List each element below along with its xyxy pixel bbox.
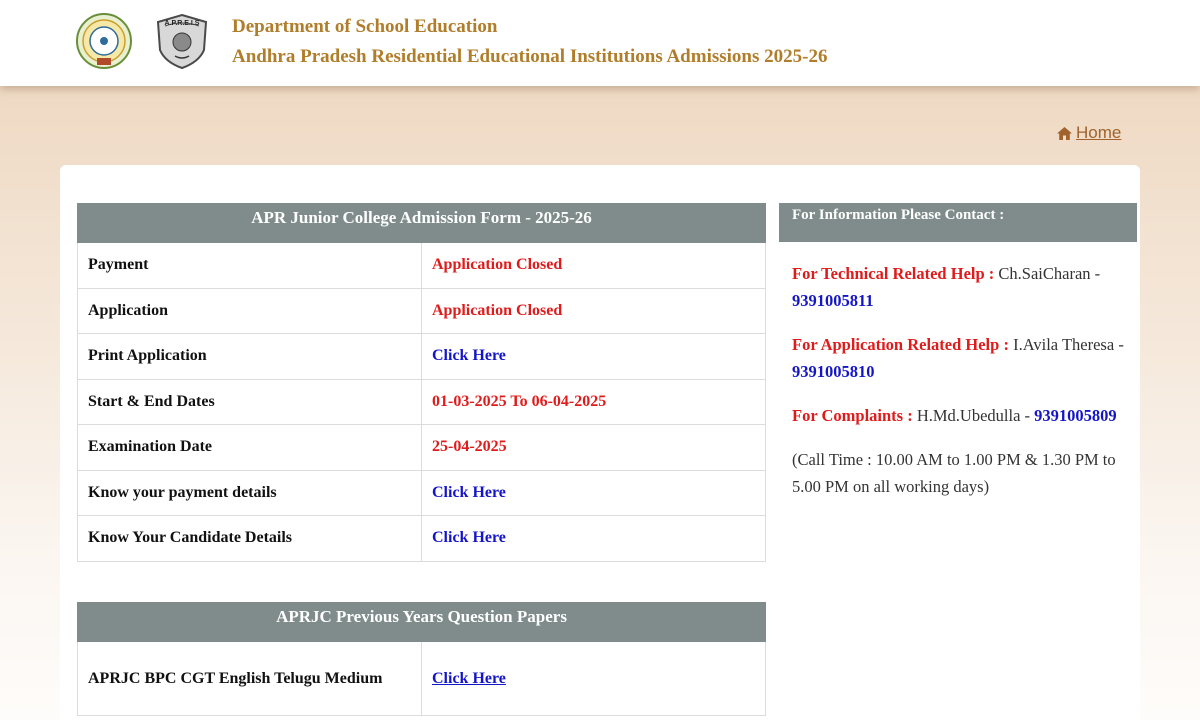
bpc-paper-label: APRJC BPC CGT English Telugu Medium	[78, 642, 422, 716]
exam-date-label: Examination Date	[78, 425, 422, 471]
candidate-details-label: Know Your Candidate Details	[78, 516, 422, 562]
bpc-paper-link[interactable]: Click Here	[422, 642, 766, 716]
contact-panel-title: For Information Please Contact :	[779, 203, 1137, 242]
technical-help-label: For Technical Related Help :	[792, 264, 995, 283]
table-row	[78, 243, 766, 289]
application-label: Application	[78, 288, 422, 334]
complaints-phone: 9391005809	[1034, 406, 1117, 425]
table-row	[78, 516, 766, 562]
technical-help-phone: 9391005811	[792, 291, 874, 310]
site-header	[0, 0, 1200, 86]
application-status: Application Closed	[422, 288, 766, 334]
table-row	[78, 288, 766, 334]
exam-date-value: 25-04-2025	[422, 425, 766, 471]
admissions-title: Andhra Pradesh Residential Educational Institutions Admissions 2025-26	[232, 46, 828, 67]
table-row	[78, 642, 766, 716]
candidate-details-link[interactable]: Click Here	[422, 516, 766, 562]
admission-form-table	[77, 203, 766, 562]
department-title: Department of School Education	[232, 16, 498, 37]
home-link[interactable]	[1056, 123, 1121, 143]
payment-details-label: Know your payment details	[78, 470, 422, 516]
content-card	[60, 165, 1140, 720]
home-icon	[1056, 126, 1073, 141]
table-row	[78, 425, 766, 471]
question-papers-table	[77, 602, 766, 716]
payment-details-link[interactable]: Click Here	[422, 470, 766, 516]
question-papers-title: APRJC Previous Years Question Papers	[78, 603, 766, 642]
dates-label: Start & End Dates	[78, 379, 422, 425]
table-row	[78, 379, 766, 425]
apreis-logo-label: A.P.R.E.I.S	[164, 20, 200, 27]
complaints-name: H.Md.Ubedulla	[916, 406, 1021, 425]
application-help-label: For Application Related Help :	[792, 335, 1009, 354]
table-row	[78, 334, 766, 380]
application-help-name: I.Avila Theresa	[1013, 335, 1115, 354]
payment-status: Application Closed	[422, 243, 766, 289]
application-help-contact: For Application Related Help : I.Avila Theresa - 9391005810	[792, 335, 1124, 381]
ap-government-emblem-icon	[75, 12, 133, 70]
payment-label: Payment	[78, 243, 422, 289]
dates-value: 01-03-2025 To 06-04-2025	[422, 379, 766, 425]
application-help-phone: 9391005810	[792, 362, 875, 381]
contact-panel	[792, 260, 1127, 517]
print-application-label: Print Application	[78, 334, 422, 380]
print-application-link[interactable]: Click Here	[422, 334, 766, 380]
technical-help-contact: For Technical Related Help : Ch.SaiCharan - 9391005811	[792, 264, 1101, 310]
admission-table-title: APR Junior College Admission Form - 2025-26	[78, 204, 766, 243]
technical-help-name: Ch.SaiCharan	[998, 264, 1091, 283]
complaints-contact: For Complaints : H.Md.Ubedulla - 9391005809	[792, 406, 1117, 425]
apreis-logo-icon	[153, 12, 211, 70]
home-link-label: Home	[1076, 123, 1122, 142]
call-time: (Call Time : 10.00 AM to 1.00 PM & 1.30 PM to 5.00 PM on all working days)	[792, 450, 1116, 496]
table-row	[78, 470, 766, 516]
complaints-label: For Complaints :	[792, 406, 913, 425]
